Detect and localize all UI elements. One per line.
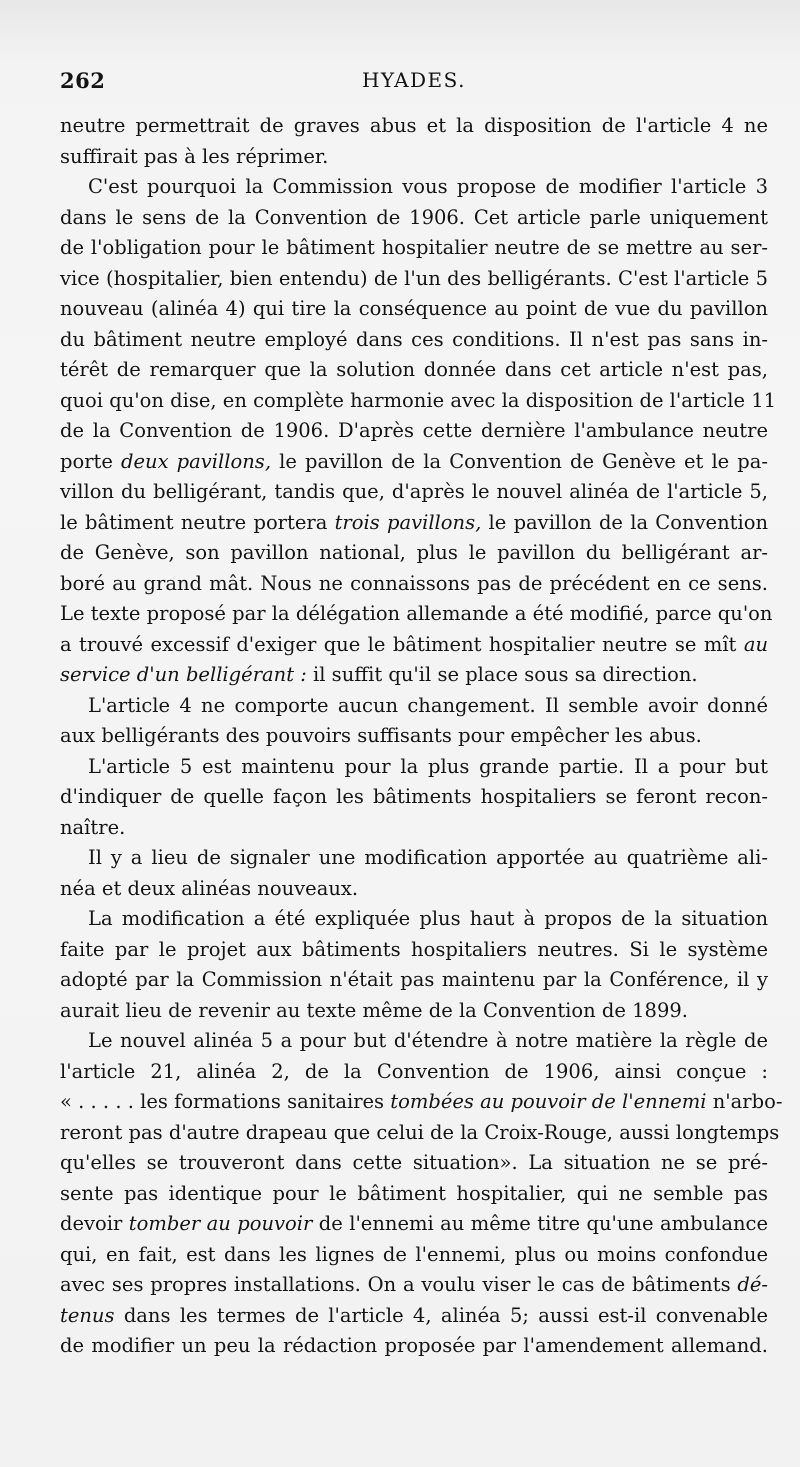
text-segment: suffirait pas à les réprimer. (60, 144, 329, 168)
text-line (60, 599, 773, 630)
text-segment: térêt de remarquer que la solution donnée dans cet article n'est pas, (60, 358, 768, 381)
text-line (60, 142, 768, 173)
text-segment: l'article 21, alinéa 2, de la Convention de 1906, ainsi conçue : (60, 1059, 768, 1083)
italic-text: service d'un belligérant : (60, 663, 307, 686)
text-line (60, 1148, 768, 1179)
text-segment: naître. (60, 815, 126, 839)
text-line (60, 935, 768, 966)
text-line (60, 1270, 768, 1301)
text-segment: faite par le projet aux bâtiments hospitaliers neutres. Si le système (60, 937, 768, 961)
text-segment: il suffit qu'il se place sous sa direction. (306, 663, 698, 686)
text-segment: boré au grand mât. Nous ne connaissons pas de précédent en ce sens. (60, 571, 768, 595)
text-line (60, 569, 768, 600)
text-line (60, 691, 768, 722)
text-line (60, 172, 768, 203)
text-line (60, 1209, 768, 1240)
text-segment: de Genève, son pavillon national, plus le pavillon du belligérant ar- (60, 541, 768, 564)
text-line (60, 1301, 768, 1332)
text-line (60, 203, 768, 234)
text-segment: de modifier un peu la rédaction proposée par l'amendement allemand. (60, 1334, 768, 1357)
text-line (60, 325, 768, 356)
italic-text: tenus (60, 1303, 115, 1327)
text-segment: quoi qu'on dise, en complète harmonie avec la disposition de l'article 11 (60, 388, 777, 412)
text-segment: dans le sens de la Convention de 1906. Cet article parle uniquement (60, 205, 768, 229)
italic-text: dé- (737, 1273, 768, 1296)
text-segment: C'est pourquoi la Commission vous propose de modifier l'article 3 (88, 175, 768, 198)
italic-text: tombées au pouvoir de l'ennemi (390, 1090, 707, 1113)
text-line (60, 874, 768, 905)
italic-text: deux pavillons, (121, 449, 272, 473)
text-segment: Il y a lieu de signaler une modification apportée au quatrième ali- (88, 846, 768, 869)
text-line (60, 294, 768, 325)
text-line (60, 782, 768, 813)
text-segment: le pavillon de la Convention de Genève et le pa- (271, 449, 769, 473)
text-line (60, 996, 768, 1027)
text-segment: « . . . . . les formations sanitaires (60, 1090, 391, 1113)
text-line (60, 416, 768, 447)
text-segment: La modification a été expliquée plus haut à propos de la situation (88, 907, 768, 930)
italic-text: trois pavillons, (334, 510, 482, 534)
text-line (60, 355, 768, 386)
text-segment: porte (60, 449, 122, 473)
running-head: HYADES. (361, 68, 466, 92)
text-segment: n'arbo- (706, 1090, 783, 1113)
italic-text: au (743, 632, 768, 656)
text-segment: vice (hospitalier, bien entendu) de l'un des belligérants. C'est l'article 5 (60, 266, 768, 290)
text-line (60, 508, 768, 539)
text-line (60, 477, 768, 508)
text-segment: sente pas identique pour le bâtiment hospitalier, qui ne semble pas (60, 1181, 768, 1205)
text-line (60, 1087, 783, 1118)
text-segment: avec ses propres installations. On a voulu viser le cas de bâtiments (60, 1273, 738, 1296)
text-segment: nouveau (alinéa 4) qui tire la conséquence au point de vue du pavillon (60, 297, 768, 320)
text-segment: qui, en fait, est dans les lignes de l'ennemi, plus ou moins confondue (60, 1242, 768, 1266)
text-segment: qu'elles se trouveront dans cette situation». La situation ne se pré- (60, 1151, 768, 1174)
text-line (60, 447, 768, 478)
text-segment: reront pas d'autre drapeau que celui de la Croix-Rouge, aussi longtemps (60, 1120, 780, 1144)
text-line (60, 630, 768, 661)
body-text (60, 111, 783, 1362)
text-line (60, 538, 768, 569)
text-line (60, 1118, 780, 1149)
text-segment: néa et deux alinéas nouveaux. (60, 876, 359, 900)
text-line (60, 386, 777, 417)
text-segment: le bâtiment neutre portera (60, 510, 335, 534)
text-segment: L'article 5 est maintenu pour la plus grande partie. Il a pour but (88, 754, 768, 778)
text-segment: de l'ennemi au même titre qu'une ambulance (312, 1212, 768, 1235)
text-segment: a trouvé excessif d'exiger que le bâtiment hospitalier neutre se mît (60, 632, 744, 656)
text-line (60, 904, 768, 935)
text-segment: Le nouvel alinéa 5 a pour but d'étendre à notre matière la règle de (88, 1029, 768, 1052)
page-header (60, 68, 768, 100)
text-line (60, 1179, 768, 1210)
text-segment: villon du belligérant, tandis que, d'après le nouvel alinéa de l'article 5, (60, 480, 768, 503)
text-line (60, 660, 768, 691)
text-segment: dans les termes de l'article 4, alinéa 5; aussi est-il convenable (114, 1303, 768, 1327)
text-segment: adopté par la Commission n'était pas maintenu par la Conférence, il y (60, 968, 768, 991)
text-line (60, 721, 768, 752)
text-line (60, 965, 768, 996)
text-segment: aux belligérants des pouvoirs suffisants pour empêcher les abus. (60, 724, 702, 747)
text-line (60, 233, 768, 264)
text-line (60, 264, 768, 295)
text-line (60, 1026, 768, 1057)
text-segment: d'indiquer de quelle façon les bâtiments hospitaliers se feront recon- (60, 785, 768, 808)
page-number: 262 (60, 68, 106, 93)
text-line (60, 1331, 768, 1362)
text-segment: du bâtiment neutre employé dans ces conditions. Il n'est pas sans in- (60, 327, 768, 351)
text-line (60, 843, 768, 874)
text-line (60, 1057, 768, 1088)
text-line (60, 813, 768, 844)
text-segment: le pavillon de la Convention (481, 510, 769, 534)
italic-text: tomber au pouvoir (128, 1212, 313, 1235)
text-line (60, 1240, 768, 1271)
text-line (60, 752, 768, 783)
text-segment: L'article 4 ne comporte aucun changement. Il semble avoir donné (88, 693, 768, 717)
text-line (60, 111, 768, 142)
text-segment: aurait lieu de revenir au texte même de la Convention de 1899. (60, 998, 688, 1022)
text-segment: devoir (60, 1212, 129, 1235)
text-segment: Le texte proposé par la délégation allemande a été modifié, parce qu'on (60, 602, 773, 625)
text-segment: neutre permettrait de graves abus et la disposition de l'article 4 ne (60, 114, 768, 137)
text-segment: de l'obligation pour le bâtiment hospitalier neutre de se mettre au ser- (60, 236, 768, 259)
text-segment: de la Convention de 1906. D'après cette dernière l'ambulance neutre (60, 419, 768, 442)
